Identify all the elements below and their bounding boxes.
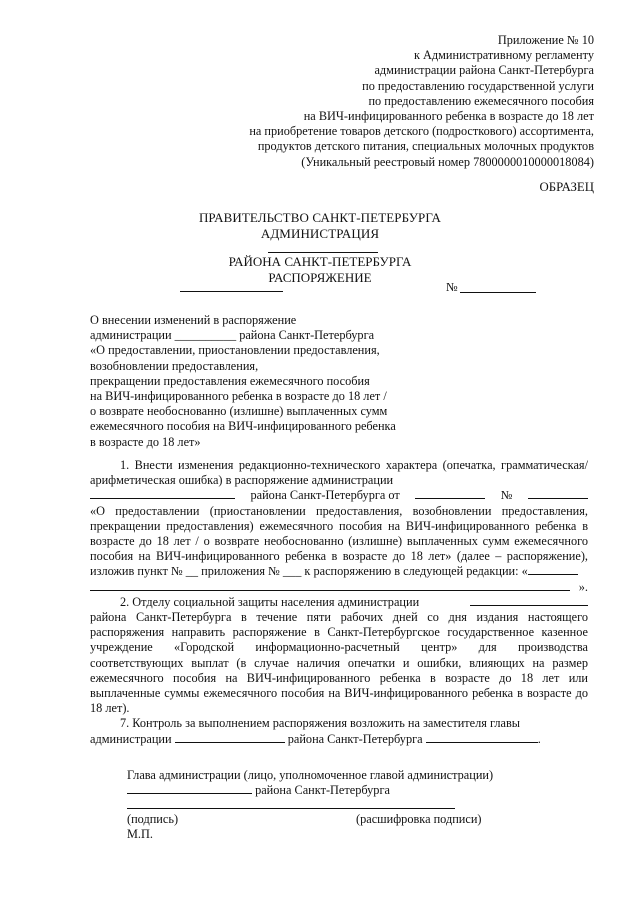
number-blank-line <box>460 292 536 293</box>
signature-decode-caption: (расшифровка подписи) <box>356 812 482 826</box>
date-blank-line <box>180 291 283 292</box>
subject-line: «О предоставлении, приостановлении предоставления, <box>90 343 380 358</box>
subject-block <box>90 313 420 450</box>
p1-number-sign: № <box>500 488 513 503</box>
subject-line: возобновлении предоставления, <box>90 358 259 373</box>
blank-field <box>426 732 538 743</box>
subject-line: о возврате необоснованно (излишне) выплаченных сумм <box>90 404 388 419</box>
annex-line: к Административному регламенту <box>413 48 594 63</box>
subject-line: ежемесячного пособия на ВИЧ-инфицированного ребенка <box>90 419 396 434</box>
paragraph-1-intro: 1. Внести изменения редакционно-технического характера (опечатка, грамматическая/арифметическая ошибка) в распоряжение администрации <box>90 458 588 488</box>
head-title: Глава администрации (лицо, уполномоченное главой администрации) <box>127 768 494 782</box>
document-body <box>90 458 588 747</box>
sample-label: ОБРАЗЕЦ <box>539 180 594 194</box>
document-type: РАСПОРЯЖЕНИЕ <box>268 270 372 285</box>
paragraph-3-row <box>90 732 588 747</box>
subject-line: прекращении предоставления ежемесячного пособия <box>90 373 370 388</box>
p1-district-text: района Санкт-Петербурга от <box>250 488 400 503</box>
signature-caption: (подпись) <box>127 812 179 826</box>
paragraph-1-body <box>90 504 588 580</box>
p3-admin-text: администрации <box>90 731 172 746</box>
head-district: района Санкт-Петербурга <box>255 783 390 798</box>
paragraph-3-start: 7. Контроль за выполнением распоряжения возложить на заместителя главы <box>120 716 521 731</box>
annex-line: администрации района Санкт-Петербурга <box>374 63 594 78</box>
government-header <box>0 210 640 242</box>
p3-district-text: района Санкт-Петербурга <box>287 731 423 746</box>
gov-administration: АДМИНИСТРАЦИЯ <box>260 226 380 241</box>
paragraph-2-body: района Санкт-Петербурга в течение пяти рабочих дней со дня издания настоящего распоряжения направить распоряжение в Санкт-Петербургское государственное казенное учреждение «Городской информационно-расчетный центр» для производства соответствующих выплат (в случае наличия опечатки и ошибки, влияющих на размер ежемесячного пособия на ВИЧ-инфицированного ребенка в возрасте до 18 лет или выплаченные суммы ежемесячного пособия на ВИЧ-инфицированного ребенка в возрасте до 18 лет). <box>90 610 588 716</box>
annex-line: на приобретение товаров детского (подросткового) ассортимента, <box>249 124 594 139</box>
p1-end-text: ». <box>578 579 588 594</box>
paragraph-1-row <box>90 488 588 503</box>
district-header <box>0 254 640 286</box>
blank-field <box>528 564 578 575</box>
blank-field <box>175 732 285 743</box>
annex-line: продуктов детского питания, специальных молочных продуктов <box>257 139 594 154</box>
number-sign: № <box>446 280 458 294</box>
blank-field <box>127 783 252 794</box>
p1-rest-text: «О предоставлении (приостановлении предоставления, возобновлении предоставления, прекращении предоставления) ежемесячного пособия на ВИЧ-инфицированного ребенка в возрасте до 18 лет / о возврате необоснованно (излишне) выплаченных сумм ежемесячного пособия на ВИЧ-инфицированного ребенка в возрасте до 18 лет» (далее – распоряжение), изложив пункт № __ приложения № ___ к распоряжению в следующей редакции: « <box>90 503 588 579</box>
subject-line: О внесении изменений в распоряжение <box>90 313 297 327</box>
paragraph-1-end-row <box>90 580 588 595</box>
paragraph-2-start <box>90 595 588 610</box>
head-district-row <box>127 783 493 798</box>
seal-label: М.П. <box>127 827 153 841</box>
annex-line: Приложение № 10 <box>497 33 594 47</box>
blank-field <box>90 580 570 591</box>
blank-field <box>528 488 588 499</box>
blank-field <box>90 488 235 499</box>
subject-line: администрации __________ района Санкт-Петербурга <box>90 328 375 343</box>
annex-line: на ВИЧ-инфицированного ребенка в возрасте до 18 лет <box>303 109 594 124</box>
annex-header <box>174 33 594 170</box>
p2-start-text: 2. Отделу социальной защиты населения администрации <box>120 594 420 609</box>
annex-line: по предоставлению ежемесячного пособия <box>368 93 594 108</box>
signature-line <box>127 808 455 809</box>
annex-line: по предоставлению государственной услуги <box>362 78 594 93</box>
district-blank-line <box>268 252 378 253</box>
p3-end-text: . <box>537 731 541 746</box>
subject-line: на ВИЧ-инфицированного ребенка в возрасте до 18 лет / <box>90 389 387 404</box>
gov-title: ПРАВИТЕЛЬСТВО САНКТ-ПЕТЕРБУРГА <box>198 210 442 225</box>
district-name: РАЙОНА САНКТ-ПЕТЕРБУРГА <box>228 254 412 269</box>
blank-field <box>470 595 588 606</box>
signature-block <box>127 768 493 798</box>
subject-line: в возрасте до 18 лет» <box>90 434 201 449</box>
blank-field <box>415 488 485 499</box>
annex-line: (Уникальный реестровый номер 7800000010000018084) <box>301 154 594 169</box>
